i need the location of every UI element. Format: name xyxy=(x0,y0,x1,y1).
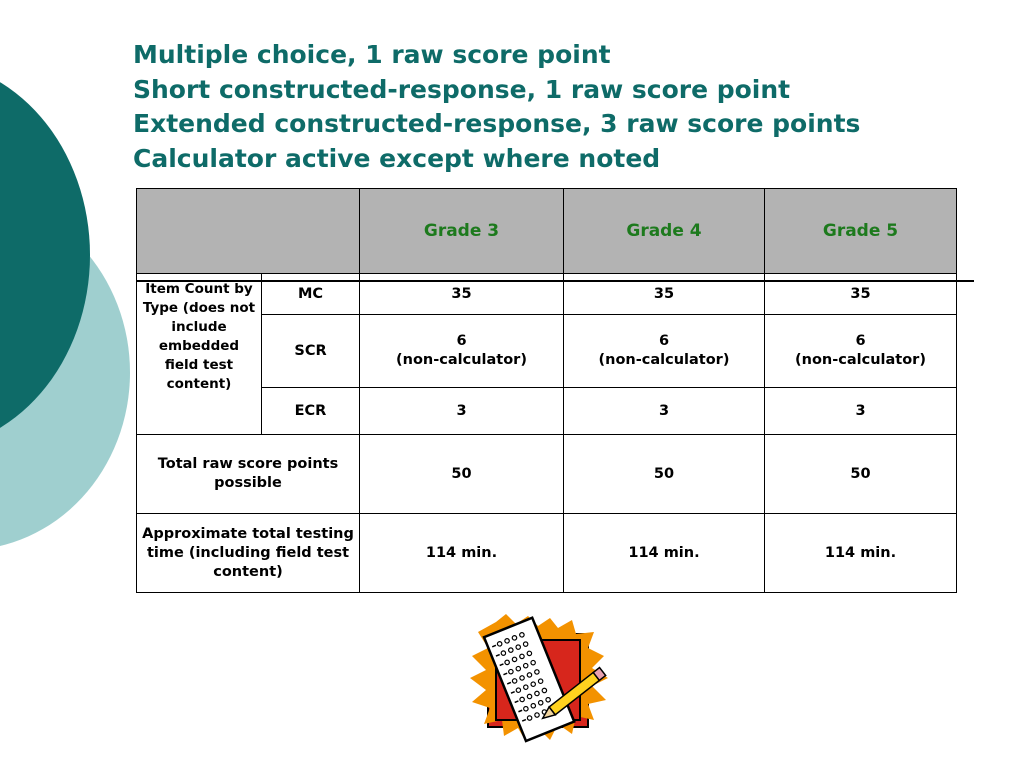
title-line: Short constructed-response, 1 raw score point xyxy=(133,74,791,104)
testing-time-label: Approximate total testing time (including field test content) xyxy=(137,514,360,593)
table-cell: 50 xyxy=(564,435,765,514)
title-line: Calculator active except where noted xyxy=(133,143,661,173)
table-cell: 3 xyxy=(360,388,564,435)
table-row xyxy=(137,514,957,593)
total-points-label: Total raw score points possible xyxy=(137,435,360,514)
table-row xyxy=(137,435,957,514)
header-grade-4: Grade 4 xyxy=(564,189,765,274)
header-grade-5: Grade 5 xyxy=(765,189,957,274)
table-cell: 35 xyxy=(765,274,957,315)
item-type-cell: ECR xyxy=(262,388,360,435)
table-separator-line xyxy=(136,280,974,282)
table-header-row xyxy=(137,189,957,274)
table-cell: 114 min. xyxy=(564,514,765,593)
table-cell: 3 xyxy=(564,388,765,435)
table-cell: 6 (non-calculator) xyxy=(564,315,765,388)
table-cell: 6 (non-calculator) xyxy=(360,315,564,388)
table-cell: 35 xyxy=(564,274,765,315)
title-line: Extended constructed-response, 3 raw score points xyxy=(133,109,861,138)
table-cell: 3 xyxy=(765,388,957,435)
slide-title xyxy=(133,38,860,176)
table-cell: 35 xyxy=(360,274,564,315)
test-design-table xyxy=(136,188,957,593)
test-paper-with-pencil-icon xyxy=(468,612,614,752)
header-empty-cell xyxy=(137,189,360,274)
title-line: Multiple choice, 1 raw score point xyxy=(133,40,611,69)
item-count-label: Item Count by Type (does not include embedded field test content) xyxy=(137,274,262,435)
table-cell: 6 (non-calculator) xyxy=(765,315,957,388)
item-type-cell: SCR xyxy=(262,315,360,388)
table-cell: 114 min. xyxy=(360,514,564,593)
item-type-cell: MC xyxy=(262,274,360,315)
table-cell: 50 xyxy=(765,435,957,514)
table-cell: 114 min. xyxy=(765,514,957,593)
header-grade-3: Grade 3 xyxy=(360,189,564,274)
table-cell: 50 xyxy=(360,435,564,514)
